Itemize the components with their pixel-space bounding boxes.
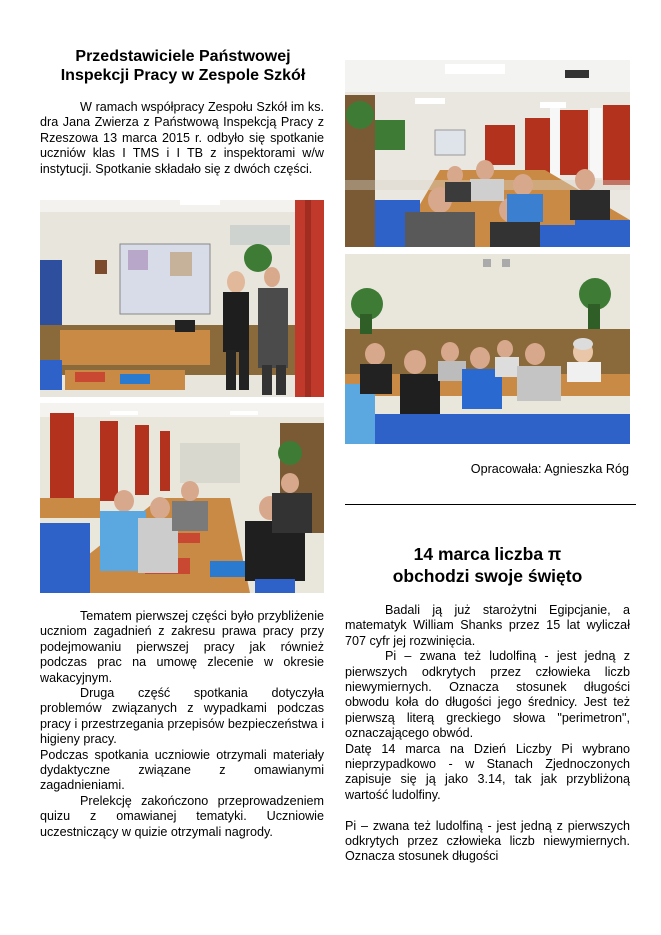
article-title xyxy=(38,47,328,85)
section-divider xyxy=(345,504,636,505)
pi-title-line2: obchodzi swoje święto xyxy=(392,566,583,586)
body-paragraph-1: Tematem pierwszej części było przybliżenie uczniom zagadnień z zakresu prawa pracy przy podejmowaniu pierwszej pracy jak również podczas prac na umowę zlecenie w okresie wakacyjnym. xyxy=(40,609,324,685)
pi-paragraph-1: Badali ją już starożytni Egipcjanie, a matematyk William Shanks przez 15 lat wyliczał 707 cyfr jej rozwinięcia. xyxy=(345,603,630,648)
body-paragraph-4: Prelekcję zakończono przeprowadzeniem quizu z omawianej tematyki. Uczniowie uczestniczący w quizie otrzymali nagrody. xyxy=(40,793,324,839)
photo-students-tables xyxy=(40,403,324,593)
article-title-line1: Przedstawiciele Państwowej xyxy=(75,48,291,65)
pi-title-line1: 14 marca liczba π xyxy=(413,544,562,564)
body-paragraph-3: Podczas spotkania uczniowie otrzymali materiały dydaktyczne związane z omawianymi zagadnieniami. xyxy=(40,747,324,793)
pi-article-title xyxy=(345,543,630,587)
article-body-left xyxy=(40,609,324,840)
author-credit: Opracowała: Agnieszka Róg xyxy=(470,462,629,476)
body-paragraph-2: Druga część spotkania dotyczyła problemów związanych z wypadkami podczas pracy i przestrzegania przepisów bezpieczeństwa i higieny pracy. xyxy=(40,686,324,747)
photo-students-row xyxy=(345,254,630,444)
pi-paragraph-4: Pi – zwana też ludolfiną - jest jedną z pierwszych odkrytych przez człowieka liczb niewymiernych. Oznacza stosunek długości xyxy=(345,818,630,864)
article-title-line2: Inspekcji Pracy w Zespole Szkół xyxy=(60,67,306,84)
pi-paragraph-2: Pi – zwana też ludolfiną - jest jedną z pierwszych odkrytych przez człowieka liczb niewymiernych. Oznacza stosunek długości obwodu koła do długości jego średnicy. Jest też pierwszą literą greckiego słowa "perimetron", oznaczającego obwód. xyxy=(345,649,630,741)
intro-paragraph: W ramach współpracy Zespołu Szkół im ks. dra Jana Zwierza z Państwową Inspekcją Pracy z Rzeszowa 13 marca 2015 r. odbyło się spotkanie uczniów klas I TMS i I TB z inspektorami w/w instytucji. Spotkanie składało się z dwóch części. xyxy=(40,100,324,176)
photo-speakers xyxy=(40,200,324,397)
photo-classroom-wide xyxy=(345,60,630,247)
pi-article-body xyxy=(345,603,630,865)
pi-paragraph-3: Datę 14 marca na Dzień Liczby Pi wybrano nieprzypadkowo - w Stanach Zjednoczonych zapisuje się ją jako 3.14, tak jak przybliżoną wartość ludolfiny. xyxy=(345,741,630,802)
